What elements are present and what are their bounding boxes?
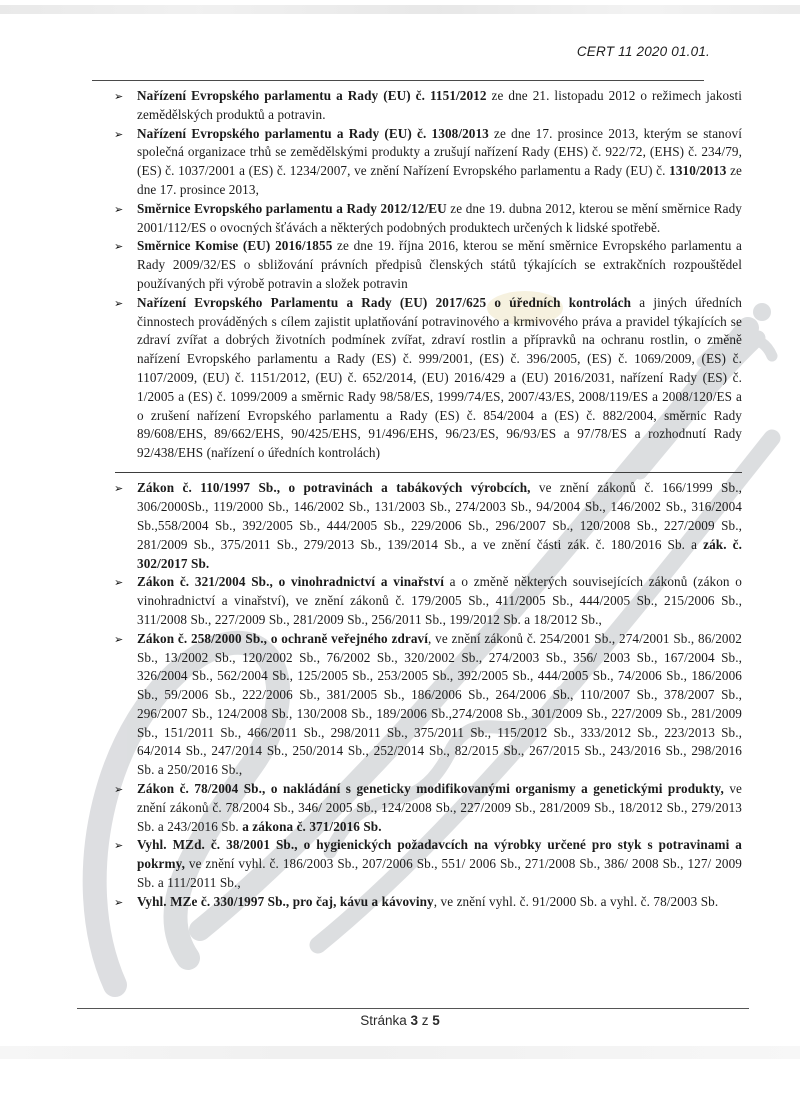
legal-item-text: ze dne 17. prosince 2013, kterým se stanoví společná organizace trhů se zemědělskými produkty a zrušují nařízení Rady (EHS) č. 922/72, (EHS) č. 234/79, (ES) č. 1037/2001 a (ES) č. 1234/2007, ve znění Nařízení Evropského parlamentu a Rady (EU) č. <box>137 125 742 179</box>
legal-item <box>114 630 742 780</box>
legal-item-text: ze dne 19. října 2016, kterou se mění směrnice Evropského parlamentu a Rady 2009/32/ES o sbližování právních předpisů členských států týkajících se extrakčních rozpouštědel používaných při výrobě potravin a složek potravin <box>137 238 742 291</box>
legal-item-title: Směrnice Komise (EU) 2016/1855 <box>137 238 333 254</box>
arrow-bullet-icon: ➢ <box>114 482 124 496</box>
footer-of-word: z <box>421 1013 429 1028</box>
legal-item-text: a jiných úředních činnostech prováděných s cílem zajistit uplatňování potravinového a krmivového práva a pravidel týkajících se zdraví zvířat a dobrých životních podmínek zvířat, zdraví rostlin a přípravků na ochranu rostlin, o změně nařízení Evropského parlamentu a Rady (ES) č. 999/2001, (ES) č. 396/2005, (ES) č. 1069/2009, (ES) č. 1107/2009, (EU) č. 1151/2012, (EU) č. 652/2014, (EU) 2016/429 a (EU) 2016/2031, nařízení Rady (ES) č. 1/2005 a (ES) č. 1099/2009 a směrnic Rady 98/58/ES, 1999/74/ES, 2007/43/ES, 2008/119/ES a 2008/120/ES a o zrušení nařízení Evropského parlamentu a Rady (ES) č. 854/2004 a (ES) č. 882/2004, směrnic Rady 89/608/EHS, 89/662/EHS, 90/425/EHS, 91/496/EHS, 96/23/ES, 96/93/ES a 97/78/ES a rozhodnutí Rady 92/438/EHS (nařízení o úředních kontrolách) <box>137 294 742 461</box>
legal-item-title: Směrnice Evropského parlamentu a Rady 2012/12/EU <box>137 200 447 216</box>
arrow-bullet-icon: ➢ <box>114 202 124 216</box>
legal-item-title: 1310/2013 <box>669 163 727 179</box>
legal-item-title: a zákona č. 371/2016 Sb. <box>242 818 382 834</box>
legal-item-text: ze dne 19. dubna 2012, kterou se mění směrnice Rady 2001/112/ES o ovocných šťávách a některých podobných produktech určených k lidské spotřebě. <box>137 200 743 235</box>
legal-item-title: zák. č. 302/2017 Sb. <box>137 536 742 571</box>
legal-item-text: ve znění zákonů č. 166/1999 Sb., 306/2000Sb., 119/2000 Sb., 146/2002 Sb., 131/2003 Sb., 274/2003 Sb., 94/2004 Sb., 146/2002 Sb., 316/2004 Sb.,558/2004 Sb., 392/2005 Sb., 444/2005 Sb., 229/2006 Sb., 296/2007 Sb., 120/2008 Sb., 227/2009 Sb., 281/2009 Sb., 375/2011 Sb., 279/2013 Sb., 139/2014 Sb., a ve znění části zák. č. 180/2016 Sb. a <box>137 480 742 552</box>
legal-item-text: a o změně některých souvisejících zákonů (zákon o vinohradnictví a vinařství), ve znění zákonů č. 179/2005 Sb., 411/2005 Sb., 444/2005 Sb., 215/2006 Sb., 311/2008 Sb., 227/2009 Sb., 281/2009 Sb., 256/2011 Sb., 199/2012 Sb. a 18/2012 Sb., <box>137 574 742 627</box>
legal-item-title: Zákon č. 110/1997 Sb., o potravinách a tabákových výrobcích, <box>137 480 531 496</box>
header-divider <box>92 80 704 81</box>
document-reference: CERT 11 2020 01.01. <box>576 44 710 59</box>
section-eu-legislation <box>115 87 742 463</box>
legal-item-text: ze dne 21. listopadu 2012 o režimech jakosti zemědělských produktů a potravin. <box>137 88 742 122</box>
legal-item-title: Nařízení Evropského parlamentu a Rady (EU) č. 1151/2012 <box>137 88 487 103</box>
arrow-bullet-icon: ➢ <box>114 783 124 797</box>
arrow-bullet-icon: ➢ <box>114 127 124 141</box>
czech-legislation-list <box>115 479 742 911</box>
legal-item <box>114 237 742 293</box>
legal-item-text: , ve znění zákonů č. 254/2001 Sb., 274/2001 Sb., 86/2002 Sb., 13/2002 Sb., 120/2002 Sb., 76/2002 Sb., 320/2002 Sb., 274/2003 Sb., 356/ 2003 Sb., 167/2004 Sb., 326/2004 Sb., 562/2004 Sb., 125/2005 Sb., 253/2005 Sb., 392/2005 Sb., 444/2005 Sb., 74/2006 Sb., 186/2006 Sb., 59/2006 Sb., 222/2006 Sb., 381/2005 Sb., 186/2006 Sb., 264/2006 Sb., 110/2007 Sb., 378/2007 Sb., 296/2007 Sb., 124/2008 Sb., 130/2008 Sb., 189/2006 Sb.,274/2008 Sb., 301/2009 Sb., 227/2009 Sb., 281/2009 Sb., 151/2011 Sb., 466/2011 Sb., 298/2011 Sb., 375/2011 Sb., 115/2012 Sb., 333/2012 Sb., 223/2013 Sb., 64/2014 Sb., 247/2014 Sb., 250/2014 Sb., 252/2014 Sb., 82/2015 Sb., 267/2015 Sb., 243/2016 Sb., 298/2016 Sb. a 250/2016 Sb., <box>137 630 742 778</box>
legal-item-text: ve znění zákonů č. 78/2004 Sb., 346/ 2005 Sb., 124/2008 Sb., 227/2009 Sb., 281/2009 Sb., 18/2012 Sb., 279/2013 Sb. a 243/2016 Sb. <box>137 781 742 834</box>
legal-item-title: Nařízení Evropského Parlamentu a Rady (EU) 2017/625 o úředních kontrolách <box>137 294 632 310</box>
footer-page-total: 5 <box>432 1013 440 1028</box>
arrow-bullet-icon: ➢ <box>114 895 124 909</box>
footer-divider <box>77 1008 749 1009</box>
legal-item <box>114 200 743 238</box>
section-divider <box>115 472 742 473</box>
arrow-bullet-icon: ➢ <box>114 90 124 103</box>
arrow-bullet-icon: ➢ <box>114 296 124 310</box>
legal-item <box>114 479 742 573</box>
legal-item-title: Zákon č. 321/2004 Sb., o vinohradnictví a vinařství <box>137 574 444 590</box>
legal-item <box>114 573 742 629</box>
legal-item <box>114 836 742 892</box>
legal-item-title: Vyhl. MZd. č. 38/2001 Sb., o hygienických požadavcích na výrobky určené pro styk s potravinami a pokrmy, <box>137 837 742 872</box>
legal-item <box>114 780 742 836</box>
document-body <box>115 87 742 912</box>
legal-item-title: Nařízení Evropského parlamentu a Rady (EU) č. 1308/2013 <box>137 125 489 141</box>
legal-item <box>114 893 742 912</box>
legal-item-text: ve znění vyhl. č. 186/2003 Sb., 207/2006 Sb., 551/ 2006 Sb., 271/2008 Sb., 386/ 2008 Sb., 127/ 2009 Sb. a 111/2011 Sb., <box>137 856 742 891</box>
arrow-bullet-icon: ➢ <box>114 839 124 853</box>
arrow-bullet-icon: ➢ <box>114 632 124 646</box>
legal-item <box>114 87 742 125</box>
legal-item <box>114 294 742 463</box>
legal-item-text: ze dne 17. prosince 2013, <box>137 163 742 197</box>
legal-item-title: Zákon č. 258/2000 Sb., o ochraně veřejného zdraví <box>137 630 428 646</box>
scan-artifact-bottom <box>0 1046 800 1059</box>
footer-page-number: 3 <box>410 1013 418 1028</box>
arrow-bullet-icon: ➢ <box>114 240 124 254</box>
legal-item-title: Vyhl. MZe č. 330/1997 Sb., pro čaj, kávu a kávoviny <box>137 893 434 909</box>
section-czech-legislation <box>115 479 742 911</box>
footer-label: Stránka <box>360 1013 407 1028</box>
legal-item-text: , ve znění vyhl. č. 91/2000 Sb. a vyhl. č. 78/2003 Sb. <box>433 893 719 909</box>
arrow-bullet-icon: ➢ <box>114 576 124 590</box>
legal-item <box>114 125 742 200</box>
eu-legislation-list <box>115 87 742 463</box>
legal-item-title: Zákon č. 78/2004 Sb., o nakládání s geneticky modifikovanými organismy a genetickými produkty, <box>137 781 724 797</box>
page-number-footer <box>0 1013 800 1028</box>
